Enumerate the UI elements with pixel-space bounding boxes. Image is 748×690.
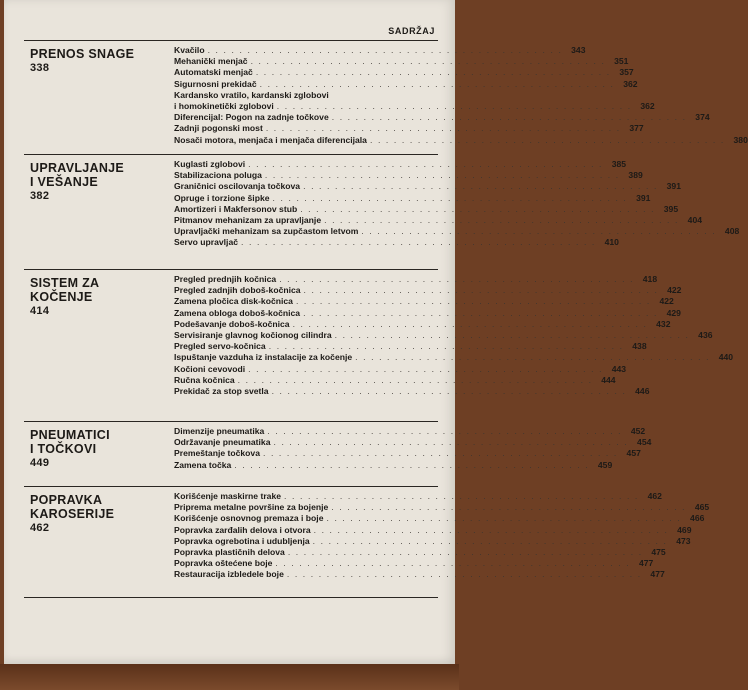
- dot-leader: . . . . . . . . . . . . . . . . . . . . . . . . . . . . . . . . . . . . . . . . . . . . .: [300, 203, 656, 214]
- dot-leader: . . . . . . . . . . . . . . . . . . . . . . . . . . . . . . . . . . . . . . . . . . . . .: [265, 123, 621, 134]
- toc-entry[interactable]: [174, 513, 705, 524]
- toc-entry[interactable]: [174, 123, 644, 134]
- dot-leader: . . . . . . . . . . . . . . . . . . . . . . . . . . . . . . . . . . . . . . . . . . . . .: [255, 67, 611, 78]
- dot-leader: . . . . . . . . . . . . . . . . . . . . . . . . . . . . . . . . . . . . . . . . . . . . .: [241, 237, 596, 248]
- section-title: [30, 161, 150, 203]
- dot-leader: . . . . . . . . . . . . . . . . . . . . . . . . . . . . . . . . . . . . . . . . . . . . .: [275, 558, 631, 569]
- entry-title: Upravljački mehanizam sa zupčastom letvom: [174, 226, 359, 237]
- toc-entry[interactable]: [174, 491, 662, 502]
- dot-leader: . . . . . . . . . . . . . . . . . . . . . . . . . . . . . . . . . . . . . . . . . . . . .: [355, 352, 711, 363]
- entry-page-number: 404: [687, 214, 703, 225]
- entry-title: Ručna kočnica: [174, 374, 235, 385]
- entry-title: Pitmanov mehanizam za upravljanje: [174, 214, 322, 225]
- section-title-line: KOČENJE: [30, 290, 93, 304]
- entry-page-number: 477: [638, 558, 654, 569]
- entry-list: [174, 159, 740, 249]
- dot-leader: . . . . . . . . . . . . . . . . . . . . . . . . . . . . . . . . . . . . . . . . . . . . .: [313, 524, 669, 535]
- toc-entry[interactable]: [174, 226, 740, 237]
- entry-title: Popravka plastičnih delova: [174, 546, 285, 557]
- entry-title: Pregled zadnjih doboš-kočnica: [174, 285, 301, 296]
- toc-entry[interactable]: [174, 285, 682, 296]
- entry-title: Servo upravljač: [174, 237, 239, 248]
- entry-page-number: 389: [628, 170, 643, 181]
- entry-page-number: 446: [635, 385, 650, 396]
- dot-leader: . . . . . . . . . . . . . . . . . . . . . . . . . . . . . . . . . . . . . . . . . . . . .: [369, 134, 725, 145]
- entry-title: Opruge i torzione šipke: [174, 192, 270, 203]
- section-title: [30, 493, 150, 535]
- entry-page-number: 469: [677, 524, 692, 535]
- entry-list: [174, 491, 710, 581]
- section: [24, 40, 748, 151]
- toc-entry[interactable]: [174, 363, 627, 375]
- entry-title: Kočioni cevovodi: [174, 363, 246, 374]
- entry-page-number: 444: [601, 374, 616, 385]
- section-title-line: PRENOS SNAGE: [30, 47, 135, 61]
- entry-title: Popravka zarđalih delova i otvora: [174, 524, 311, 535]
- dot-leader: . . . . . . . . . . . . . . . . . . . . . . . . . . . . . . . . . . . . . . . . . . . . .: [334, 329, 690, 340]
- entry-title: Popravka ogrebotina i udubljenja: [174, 535, 310, 546]
- entry-page-number: 473: [676, 535, 691, 546]
- entry-title: Ispuštanje vazduha iz instalacije za kočenje: [174, 352, 353, 363]
- table-surface: [0, 664, 459, 690]
- entry-page-number: 443: [611, 363, 627, 374]
- entry-page-number: 357: [619, 67, 634, 78]
- section-page-number: 414: [30, 305, 50, 317]
- entry-title: Zamena točka: [174, 459, 232, 470]
- entry-page-number: 452: [630, 426, 646, 436]
- section: [24, 421, 652, 482]
- section-page-number: 338: [30, 62, 50, 74]
- entry-title: Priprema metalne površine za bojenje: [174, 502, 329, 513]
- entry-title: Graničnici oscilovanja točkova: [174, 181, 301, 192]
- entry-title: Dimenzije pneumatika: [174, 426, 265, 436]
- dot-leader: . . . . . . . . . . . . . . . . . . . . . . . . . . . . . . . . . . . . . . . . . . . . .: [259, 78, 615, 89]
- section-title-line: POPRAVKA: [30, 493, 103, 507]
- section-title: [30, 428, 150, 470]
- dot-leader: . . . . . . . . . . . . . . . . . . . . . . . . . . . . . . . . . . . . . . . . . . . . .: [248, 159, 604, 169]
- entry-title: Prekidač za stop svetla: [174, 385, 269, 396]
- dot-leader: . . . . . . . . . . . . . . . . . . . . . . . . . . . . . . . . . . . . . . . . . . . . .: [248, 363, 604, 374]
- entry-page-number: 477: [650, 569, 665, 580]
- entry-page-number: 422: [659, 296, 674, 307]
- section: [24, 486, 710, 597]
- toc-entry[interactable]: [174, 318, 671, 330]
- section: [24, 269, 734, 420]
- dot-leader: . . . . . . . . . . . . . . . . . . . . . . . . . . . . . . . . . . . . . . . . . . . . .: [250, 56, 606, 67]
- toc-entry[interactable]: [174, 374, 616, 386]
- entry-title: Kardansko vratilo, kardanski zglobovi: [174, 89, 329, 100]
- toc-entry[interactable]: [174, 535, 691, 547]
- dot-leader: . . . . . . . . . . . . . . . . . . . . . . . . . . . . . . . . . . . . . . . . . . . . .: [273, 437, 629, 448]
- dot-leader: . . . . . . . . . . . . . . . . . . . . . . . . . . . . . . . . . . . . . . . . . . . . .: [268, 341, 624, 352]
- entry-list: [174, 45, 748, 146]
- entry-page-number: 391: [666, 181, 681, 192]
- section-title-line: I VEŠANJE: [30, 175, 99, 189]
- section-page-number: 382: [30, 190, 50, 202]
- entry-page-number: 380: [733, 134, 748, 145]
- entry-page-number: 377: [629, 123, 644, 134]
- entry-title: Restauracija izbledele boje: [174, 569, 284, 580]
- section-title-line: KAROSERIJE: [30, 507, 115, 521]
- entry-title: Premeštanje točkova: [174, 448, 260, 459]
- toc-entry[interactable]: [174, 426, 646, 437]
- dot-leader: . . . . . . . . . . . . . . . . . . . . . . . . . . . . . . . . . . . . . . . . . . . . .: [264, 170, 620, 181]
- entry-title: Održavanje pneumatika: [174, 437, 271, 448]
- section: [24, 154, 740, 267]
- toc-entry[interactable]: [174, 78, 638, 90]
- dot-leader: . . . . . . . . . . . . . . . . . . . . . . . . . . . . . . . . . . . . . . . . . . . . .: [303, 181, 658, 192]
- entry-page-number: 459: [597, 459, 613, 470]
- entry-page-number: 391: [636, 192, 651, 203]
- toc-entry[interactable]: [174, 341, 647, 352]
- entry-title: Automatski menjač: [174, 67, 253, 78]
- dot-leader: . . . . . . . . . . . . . . . . . . . . . . . . . . . . . . . . . . . . . . . . . . . . .: [262, 448, 618, 459]
- dot-leader: . . . . . . . . . . . . . . . . . . . . . . . . . . . . . . . . . . . . . . . . . . . . .: [271, 385, 627, 396]
- entry-list: [174, 274, 734, 397]
- section-title-line: UPRAVLJANJE: [30, 161, 125, 175]
- toc-entry[interactable]: [174, 56, 629, 67]
- toc-entry[interactable]: [174, 214, 703, 226]
- entry-page-number: 454: [637, 437, 652, 448]
- toc-entry[interactable]: [174, 45, 586, 56]
- entry-page-number: 465: [694, 502, 710, 513]
- entry-title: Kvačilo: [174, 45, 205, 55]
- toc-entry[interactable]: [174, 134, 748, 146]
- entry-page-number: 395: [663, 203, 679, 214]
- section-title-line: SISTEM ZA: [30, 276, 100, 290]
- dot-leader: . . . . . . . . . . . . . . . . . . . . . . . . . . . . . . . . . . . . . . . . . . . . .: [324, 214, 680, 225]
- entry-page-number: 436: [698, 329, 713, 340]
- entry-title: Servisiranje glavnog kočionog cilindra: [174, 329, 332, 340]
- entry-page-number: 457: [626, 448, 641, 459]
- dot-leader: . . . . . . . . . . . . . . . . . . . . . . . . . . . . . . . . . . . . . . . . . . . . .: [331, 502, 687, 513]
- entry-list: [174, 426, 652, 471]
- dot-leader: . . . . . . . . . . . . . . . . . . . . . . . . . . . . . . . . . . . . . . . . . . . . .: [361, 226, 717, 237]
- bottom-divider: [24, 597, 438, 598]
- entry-title: Sigurnosni prekidač: [174, 78, 257, 89]
- entry-title: Diferencijal: Pogon na zadnje točkove: [174, 112, 329, 123]
- section-title: [30, 47, 150, 75]
- entry-page-number: 351: [614, 56, 629, 67]
- entry-title: Korišćenje osnovnog premaza i boje: [174, 513, 324, 524]
- dot-leader: . . . . . . . . . . . . . . . . . . . . . . . . . . . . . . . . . . . . . . . . . . . . .: [284, 491, 639, 501]
- entry-title: Podešavanje doboš-kočnica: [174, 318, 290, 329]
- entry-page-number: 408: [724, 226, 740, 237]
- dot-leader: . . . . . . . . . . . . . . . . . . . . . . . . . . . . . . . . . . . . . . . . . . . . .: [303, 307, 658, 318]
- entry-page-number: 475: [651, 546, 666, 557]
- entry-title: Stabilizaciona poluga: [174, 170, 262, 181]
- entry-page-number: 432: [656, 318, 671, 329]
- entry-title: Amortizeri i Makfersonov stub: [174, 203, 298, 214]
- dot-leader: . . . . . . . . . . . . . . . . . . . . . . . . . . . . . . . . . . . . . . . . . . . . .: [303, 285, 659, 296]
- toc-entry[interactable]: [174, 192, 651, 204]
- dot-leader: . . . . . . . . . . . . . . . . . . . . . . . . . . . . . . . . . . . . . . . . . . . . .: [287, 546, 643, 557]
- dot-leader: . . . . . . . . . . . . . . . . . . . . . . . . . . . . . . . . . . . . . . . . . . . . .: [234, 459, 590, 470]
- entry-page-number: 374: [695, 112, 710, 123]
- dot-leader: . . . . . . . . . . . . . . . . . . . . . . . . . . . . . . . . . . . . . . . . . . . . .: [207, 45, 563, 55]
- toc-entry[interactable]: [174, 170, 643, 181]
- toc-entry[interactable]: [174, 502, 710, 513]
- entry-title: Pregled servo-kočnica: [174, 341, 266, 352]
- section-title-line: I TOČKOVI: [30, 442, 97, 456]
- entry-title: Popravka oštećene boje: [174, 558, 273, 569]
- toc-entry[interactable]: [174, 437, 652, 448]
- entry-title: Korišćenje maskirne trake: [174, 491, 282, 501]
- section-title-line: PNEUMATICI: [30, 428, 110, 442]
- section-page-number: 462: [30, 522, 50, 534]
- dot-leader: . . . . . . . . . . . . . . . . . . . . . . . . . . . . . . . . . . . . . . . . . . . . .: [267, 426, 623, 436]
- toc-entry[interactable]: [174, 569, 665, 580]
- toc-entry[interactable]: [174, 385, 650, 397]
- entry-page-number: 438: [632, 341, 647, 352]
- entry-title: Kuglasti zglobovi: [174, 159, 246, 169]
- toc-entry[interactable]: [174, 237, 619, 248]
- entry-page-number: 410: [604, 237, 619, 248]
- toc-entry[interactable]: [174, 296, 674, 307]
- dot-leader: . . . . . . . . . . . . . . . . . . . . . . . . . . . . . . . . . . . . . . . . . . . . .: [272, 192, 628, 203]
- dot-leader: . . . . . . . . . . . . . . . . . . . . . . . . . . . . . . . . . . . . . . . . . . . . .: [312, 535, 668, 546]
- toc-entry[interactable]: [174, 352, 734, 363]
- entry-title: Nosači motora, menjača i menjača diferencijala: [174, 134, 367, 145]
- dot-leader: . . . . . . . . . . . . . . . . . . . . . . . . . . . . . . . . . . . . . . . . . . . . .: [279, 274, 635, 284]
- dot-leader: . . . . . . . . . . . . . . . . . . . . . . . . . . . . . . . . . . . . . . . . . . . . .: [292, 318, 648, 329]
- toc-entry[interactable]: [174, 448, 641, 459]
- entry-page-number: 429: [666, 307, 681, 318]
- toc-entry[interactable]: [174, 274, 658, 285]
- toc-entry[interactable]: [174, 524, 692, 536]
- toc-entry[interactable]: [174, 159, 627, 170]
- dot-leader: . . . . . . . . . . . . . . . . . . . . . . . . . . . . . . . . . . . . . . . . . . . . .: [295, 296, 651, 307]
- dot-leader: . . . . . . . . . . . . . . . . . . . . . . . . . . . . . . . . . . . . . . . . . . . . .: [276, 100, 632, 111]
- dot-leader: . . . . . . . . . . . . . . . . . . . . . . . . . . . . . . . . . . . . . . . . . . . . .: [326, 513, 682, 524]
- entry-title: Mehanički menjač: [174, 56, 248, 67]
- entry-page-number: 462: [647, 491, 662, 501]
- toc-entry[interactable]: [174, 90, 435, 101]
- entry-title: Pregled prednjih kočnica: [174, 274, 277, 284]
- entry-title: i homokinetički zglobovi: [174, 100, 274, 111]
- entry-page-number: 343: [571, 45, 586, 55]
- toc-entry[interactable]: [174, 307, 681, 319]
- toc-entry[interactable]: [174, 181, 681, 192]
- toc-entry[interactable]: [174, 112, 710, 123]
- entry-page-number: 466: [690, 513, 705, 524]
- toc-entry[interactable]: [174, 100, 655, 112]
- entry-page-number: 362: [623, 78, 638, 89]
- entry-title: Zadnji pogonski most: [174, 123, 263, 134]
- toc-entry[interactable]: [174, 546, 666, 558]
- section-page-number: 449: [30, 457, 50, 469]
- book-page: [4, 0, 748, 664]
- entry-page-number: 385: [611, 159, 627, 169]
- section-title: [30, 276, 150, 318]
- entry-title: Zamena pločica disk-kočnica: [174, 296, 293, 307]
- page-header: SADRŽAJ: [388, 26, 435, 36]
- entry-page-number: 362: [640, 100, 655, 111]
- entry-page-number: 422: [667, 285, 682, 296]
- toc-entry[interactable]: [174, 329, 713, 341]
- toc-entry[interactable]: [174, 203, 679, 215]
- dot-leader: . . . . . . . . . . . . . . . . . . . . . . . . . . . . . . . . . . . . . . . . . . . . .: [331, 112, 687, 123]
- dot-leader: . . . . . . . . . . . . . . . . . . . . . . . . . . . . . . . . . . . . . . . . . . . . .: [237, 374, 593, 385]
- entry-page-number: 440: [718, 352, 734, 363]
- toc-entry[interactable]: [174, 558, 654, 569]
- dot-leader: . . . . . . . . . . . . . . . . . . . . . . . . . . . . . . . . . . . . . . . . . . . . .: [286, 569, 642, 580]
- toc-entry[interactable]: [174, 459, 613, 471]
- entry-title: Zamena obloga doboš-kočnica: [174, 307, 301, 318]
- entry-page-number: 418: [642, 274, 658, 284]
- toc-entry[interactable]: [174, 67, 634, 78]
